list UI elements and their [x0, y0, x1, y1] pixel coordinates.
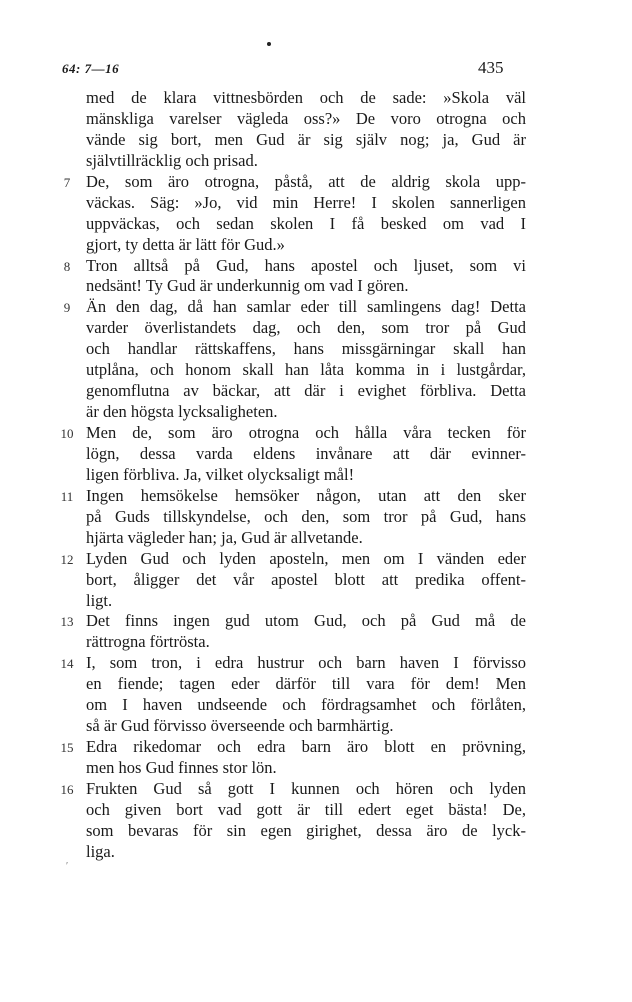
- verse-line: I, som tron, i edra hustrur och barn haven I förvisso: [86, 653, 526, 673]
- verse-line: liga.: [86, 841, 115, 861]
- verse-line: och given bort vad gott är till edert eget bästa! De,: [86, 799, 526, 819]
- verse-line: på Guds tillskyndelse, och den, som tror på Gud, hans: [86, 506, 526, 526]
- verse-line: är den högsta lycksaligheten.: [86, 402, 278, 422]
- verse-line: genomflutna av bäckar, att där i evighet förbliva. Detta: [86, 381, 526, 401]
- verse-line: men hos Gud finnes stor lön.: [86, 758, 277, 777]
- verse-number: 11: [60, 488, 74, 504]
- print-dot: [267, 42, 271, 46]
- verse-number: 10: [60, 426, 74, 441]
- verse: [60, 423, 526, 486]
- verse-line: om I haven undseende och fördragsamhet och förlåten,: [86, 695, 526, 715]
- verse-line: varder överlistandets dag, och den, som tror på Gud: [86, 318, 526, 338]
- verse-line: Tron alltså på Gud, hans apostel och ljuset, som vi: [86, 255, 526, 275]
- verse-line: en fiende; tagen eder därför till vara för dem! Men: [86, 674, 526, 694]
- verse-line: De, som äro otrogna, påstå, att de aldrig skola upp-: [86, 171, 526, 191]
- verse-line: Frukten Gud så gott I kunnen och hören och lyden: [86, 778, 526, 798]
- verse-line: lögn, dessa varda eldens invånare att där evinner-: [86, 443, 526, 463]
- verse: [86, 88, 526, 172]
- verse-line: ligen förbliva. Ja, vilket olycksaligt mål!: [86, 464, 355, 484]
- verse: [63, 297, 526, 423]
- verse-line: med de klara vittnesbörden och de sade: »Skola väl: [86, 88, 526, 107]
- verse-line: bort, åligger det vår apostel blott att predika offent-: [86, 569, 526, 589]
- verse: [60, 778, 526, 863]
- verse-line: väckas. Säg: »Jo, vid min Herre! I skolen sannerligen: [86, 192, 526, 212]
- verse-line: Men de, som äro otrogna och hålla våra tecken för: [86, 423, 526, 442]
- page-number: 435: [478, 58, 504, 77]
- verse-line: Ingen hemsökelse hemsöker någon, utan att den sker: [86, 485, 526, 505]
- verse-number: 7: [63, 174, 71, 190]
- verse-line: Det finns ingen gud utom Gud, och på Gud må de: [86, 611, 526, 631]
- verse-line: utplåna, och honom skall han låta komma in i lustgårdar,: [86, 360, 526, 380]
- verse-line: gjort, ty detta är lätt för Gud.»: [86, 234, 285, 254]
- verse-number: 14: [60, 656, 74, 672]
- verse-line: självtillräcklig och prisad.: [86, 150, 258, 170]
- verse-line: hjärta vägleder han; ja, Gud är allvetande.: [86, 527, 363, 547]
- verse: [60, 611, 526, 653]
- verse: [60, 737, 526, 779]
- verse-line: så är Gud förvisso överseende och barmhärtig.: [86, 716, 394, 736]
- verse: [60, 548, 526, 612]
- verse-line: nedsänt! Ty Gud är underkunnig om vad I gören.: [86, 276, 409, 296]
- verse: [63, 171, 526, 256]
- verse-line: rättrogna förtrösta.: [86, 632, 210, 652]
- verse-number: 9: [63, 300, 71, 316]
- margin-mark: ′: [66, 861, 69, 872]
- chapter-verse-reference: 64: 7—16: [62, 61, 120, 76]
- page-body: [60, 88, 526, 863]
- verse-line: ligt.: [86, 590, 113, 610]
- verse-number: 8: [63, 258, 71, 274]
- verse-line: som bevaras för sin egen girighet, dessa äro de lyck-: [86, 820, 526, 840]
- verse-line: uppväckas, och sedan skolen I få besked om vad I: [86, 213, 526, 233]
- verse: [60, 653, 526, 737]
- verse-line: Än den dag, då han samlar eder till samlingens dag! Detta: [86, 297, 526, 317]
- verse-line: och handlar rättskaffens, hans missgärningar skall han: [86, 339, 526, 359]
- verse-line: Edra rikedomar och edra barn äro blott en prövning,: [86, 737, 526, 757]
- verse-line: Lyden Gud och lyden aposteln, men om I vänden eder: [86, 548, 526, 568]
- verse-line: vände sig bort, men Gud är sig själv nog; ja, Gud är: [86, 129, 526, 149]
- verse-number: 15: [60, 740, 74, 756]
- verse: [60, 485, 526, 549]
- verse-number: 12: [60, 551, 74, 567]
- verse-number: 16: [60, 781, 74, 797]
- verse-line: mänskliga varelser vägleda oss?» De voro otrogna och: [86, 108, 526, 128]
- verse-number: 13: [60, 614, 74, 630]
- verse: [63, 255, 526, 298]
